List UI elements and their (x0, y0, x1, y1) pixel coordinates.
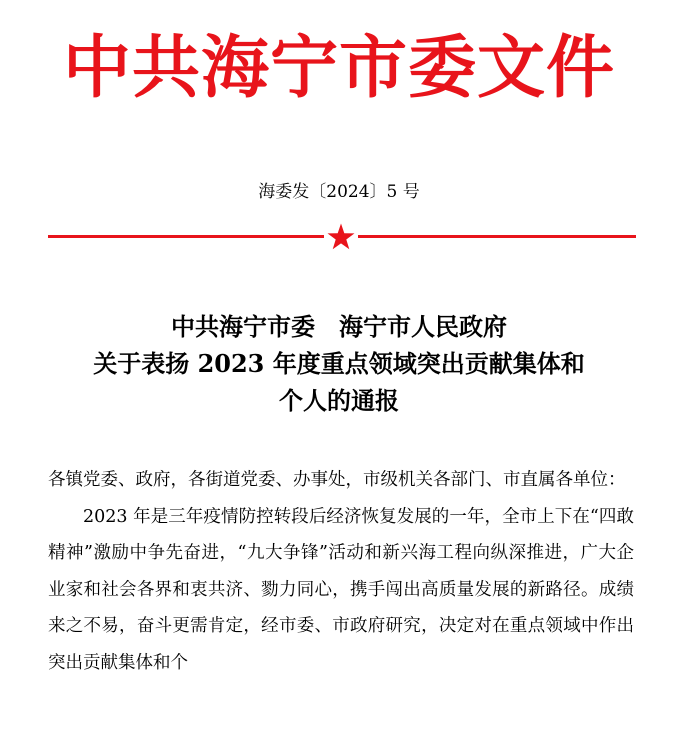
title-line-3: 个人的通报 (279, 386, 399, 415)
masthead-title: 中共海宁市委文件 (62, 29, 615, 108)
document-body (48, 462, 634, 681)
document-title (0, 308, 678, 419)
divider-line-left (48, 235, 324, 238)
document-number: 海委发〔2024〕5 号 (258, 182, 420, 202)
title-line-2: 关于表扬 2023 年度重点领域突出贡献集体和 (93, 349, 585, 378)
star-icon (326, 222, 356, 252)
divider-line-right (358, 235, 636, 238)
body-paragraph: 2023 年是三年疫情防控转段后经济恢复发展的一年，全市上下在“四敢精神”激励中争先奋进，“九大争锋”活动和新兴海工程向纵深推进，广大企业家和社会各界和衷共济、勠力同心，携手闯出高质量发展的新路径。成绩来之不易，奋斗更需肯定，经市委、市政府研究，决定对在重点领域中作出突出贡献集体和个 (48, 506, 634, 673)
red-divider (48, 222, 636, 252)
salutation: 各镇党委、政府，各街道党委、办事处，市级机关各部门、市直属各单位： (48, 470, 626, 490)
title-line-1: 中共海宁市委 海宁市人民政府 (171, 312, 507, 341)
